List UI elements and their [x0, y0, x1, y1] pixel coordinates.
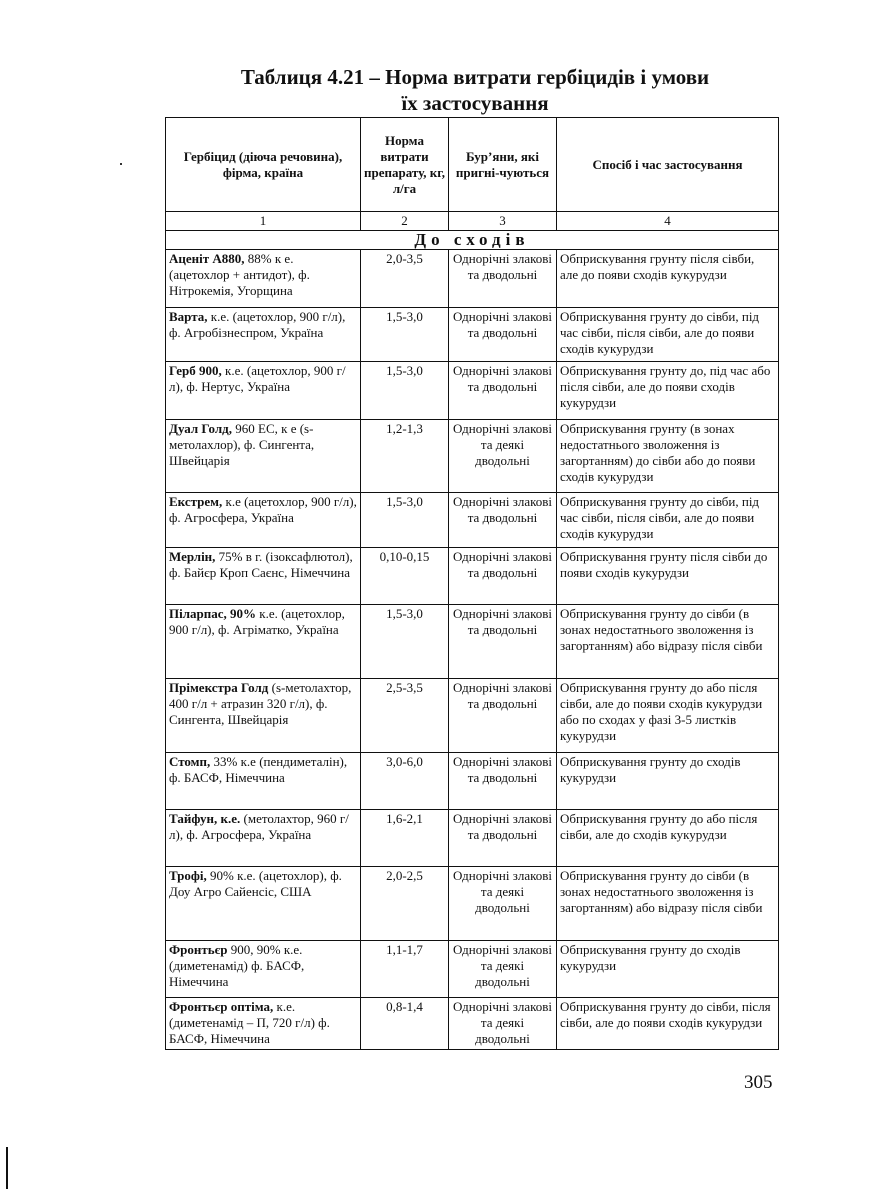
weeds-cell: Однорічні злакові та дводольні — [449, 679, 557, 753]
herbicide-name: Прімекстра Голд — [169, 680, 269, 695]
rate-cell: 0,10-0,15 — [361, 548, 449, 605]
rate-cell: 1,6-2,1 — [361, 810, 449, 867]
column-number: 4 — [557, 212, 779, 231]
herbicide-name: Аценіт А880, — [169, 251, 245, 266]
method-cell: Обприскування грунту до сходів кукурудзи — [557, 753, 779, 810]
rate-cell: 3,0-6,0 — [361, 753, 449, 810]
rate-cell: 1,2-1,3 — [361, 420, 449, 493]
rate-cell: 2,0-2,5 — [361, 867, 449, 941]
header-herbicide: Гербіцид (діюча речовина), фірма, країна — [166, 118, 361, 212]
herbicide-name: Тайфун, к.е. — [169, 811, 241, 826]
weeds-cell: Однорічні злакові та дводольні — [449, 308, 557, 362]
table-row — [166, 810, 779, 867]
herbicide-name: Варта, — [169, 309, 208, 324]
method-cell: Обприскування грунту до або після сівби, але до появи сходів кукурудзи або по сходах у фазі 3-5 листків кукурудзи — [557, 679, 779, 753]
herbicide-cell — [166, 679, 361, 753]
herbicide-cell — [166, 605, 361, 679]
herbicide-details: 960 ЕС, к е (s-метолахлор), ф. Сингента, Швейцарія — [169, 421, 315, 468]
weeds-cell: Однорічні злакові та дводольні — [449, 250, 557, 308]
header-rate: Норма витрати препарату, кг, л/га — [361, 118, 449, 212]
title-line-2: їх застосування — [401, 91, 549, 115]
rate-cell: 1,5-3,0 — [361, 493, 449, 548]
weeds-cell: Однорічні злакові та дводольні — [449, 362, 557, 420]
herbicide-cell — [166, 810, 361, 867]
herbicide-details: к.е. (ацетохлор, 900 г/л), ф. Нертус, Україна — [169, 363, 346, 394]
herbicide-details: 90% к.е. (ацетохлор), ф. Доу Агро Сайенсіс, США — [169, 868, 342, 899]
table-row — [166, 867, 779, 941]
weeds-cell: Однорічні злакові та дводольні — [449, 548, 557, 605]
weeds-cell: Однорічні злакові та деякі дводольні — [449, 998, 557, 1050]
column-number: 2 — [361, 212, 449, 231]
herbicide-cell — [166, 420, 361, 493]
margin-bar — [6, 1147, 8, 1189]
herbicide-name: Екстрем, — [169, 494, 223, 509]
herbicide-name: Фронтьєр — [169, 942, 228, 957]
herbicide-details: 75% в г. (ізоксафлютол), ф. Байєр Кроп Саєнс, Німеччина — [169, 549, 353, 580]
column-number: 1 — [166, 212, 361, 231]
column-numbers-row — [166, 212, 779, 231]
herbicide-details: к.е (ацетохлор, 900 г/л), ф. Агросфера, Україна — [169, 494, 357, 525]
herbicide-table — [165, 117, 779, 1050]
page-number: 305 — [744, 1072, 773, 1093]
table-row — [166, 605, 779, 679]
method-cell: Обприскування грунту до сівби, під час сівби, після сівби, але до появи сходів кукурудзи — [557, 308, 779, 362]
table-row — [166, 420, 779, 493]
method-cell: Обприскування грунту (в зонах недостатнього зволоження із загортанням) до сівби або до появи сходів кукурудзи — [557, 420, 779, 493]
table-row — [166, 679, 779, 753]
herbicide-details: 900, 90% к.е. (диметенамід) ф. БАСФ, Німеччина — [169, 942, 305, 989]
table-row — [166, 362, 779, 420]
herbicide-cell — [166, 250, 361, 308]
herbicide-cell — [166, 867, 361, 941]
rate-cell: 2,0-3,5 — [361, 250, 449, 308]
herbicide-details: (s-метолахтор, 400 г/л + атразин 320 г/л), ф. Сингента, Швейцарія — [169, 680, 352, 727]
table-title — [160, 64, 790, 116]
herbicide-cell — [166, 998, 361, 1050]
method-cell: Обприскування грунту після сівби до появи сходів кукурудзи — [557, 548, 779, 605]
herbicide-details: к.е. (ацетохлор, 900 г/л), ф. Агробізнеспром, Україна — [169, 309, 346, 340]
herbicide-details: 88% к е. (ацетохлор + антидот), ф. Нітрокемія, Угорщина — [169, 251, 310, 298]
table-row — [166, 548, 779, 605]
table-row — [166, 308, 779, 362]
section-row — [166, 231, 779, 250]
table-row — [166, 493, 779, 548]
herbicide-cell — [166, 941, 361, 998]
rate-cell: 1,5-3,0 — [361, 362, 449, 420]
table-row — [166, 250, 779, 308]
method-cell: Обприскування грунту до сівби, під час сівби, після сівби, але до появи сходів кукурудзи — [557, 493, 779, 548]
rate-cell: 2,5-3,5 — [361, 679, 449, 753]
weeds-cell: Однорічні злакові та деякі дводольні — [449, 420, 557, 493]
title-line-1: Таблиця 4.21 – Норма витрати гербіцидів і умови — [240, 65, 710, 89]
herbicide-name: Трофі, — [169, 868, 207, 883]
herbicide-name: Герб 900, — [169, 363, 222, 378]
table-body — [166, 250, 779, 1050]
herbicide-details: (метолахтор, 960 г/л), ф. Агросфера, Україна — [169, 811, 349, 842]
column-number: 3 — [449, 212, 557, 231]
rate-cell: 1,1-1,7 — [361, 941, 449, 998]
rate-cell: 1,5-3,0 — [361, 605, 449, 679]
table-row — [166, 998, 779, 1050]
header-weeds: Бур’яни, які пригні-чуються — [449, 118, 557, 212]
herbicide-name: Дуал Голд, — [169, 421, 233, 436]
herbicide-cell — [166, 753, 361, 810]
method-cell: Обприскування грунту до сівби (в зонах недостатнього зволоження із загортанням) або відразу після сівби — [557, 867, 779, 941]
weeds-cell: Однорічні злакові та дводольні — [449, 753, 557, 810]
header-method: Спосіб і час застосування — [557, 118, 779, 212]
herbicide-cell — [166, 548, 361, 605]
herbicide-details: к.е. (ацетохлор, 900 г/л), ф. Агріматко, Україна — [169, 606, 345, 637]
weeds-cell: Однорічні злакові та дводольні — [449, 493, 557, 548]
method-cell: Обприскування грунту до сівби, після сівби, але до появи сходів кукурудзи — [557, 998, 779, 1050]
table-row — [166, 753, 779, 810]
herbicide-details: 33% к.е (пендиметалін), ф. БАСФ, Німеччина — [169, 754, 348, 785]
herbicide-name: Мерлін, — [169, 549, 216, 564]
table-row — [166, 941, 779, 998]
rate-cell: 0,8-1,4 — [361, 998, 449, 1050]
herbicide-name: Піларпас, 90% — [169, 606, 257, 621]
weeds-cell: Однорічні злакові та дводольні — [449, 605, 557, 679]
method-cell: Обприскування грунту до сходів кукурудзи — [557, 941, 779, 998]
herbicide-cell — [166, 308, 361, 362]
method-cell: Обприскування грунту до, під час або після сівби, але до появи сходів кукурудзи — [557, 362, 779, 420]
weeds-cell: Однорічні злакові та дводольні — [449, 810, 557, 867]
method-cell: Обприскування грунту до сівби (в зонах недостатнього зволоження із загортанням) або відразу після сівби — [557, 605, 779, 679]
herbicide-name: Фронтьєр оптіма, — [169, 999, 274, 1014]
method-cell: Обприскування грунту до або після сівби, але до сходів кукурудзи — [557, 810, 779, 867]
rate-cell: 1,5-3,0 — [361, 308, 449, 362]
weeds-cell: Однорічні злакові та деякі дводольні — [449, 941, 557, 998]
herbicide-cell — [166, 362, 361, 420]
section-heading: До сходів — [166, 231, 779, 250]
herbicide-cell — [166, 493, 361, 548]
weeds-cell: Однорічні злакові та деякі дводольні — [449, 867, 557, 941]
herbicide-name: Стомп, — [169, 754, 211, 769]
method-cell: Обприскування грунту після сівби, але до появи сходів кукурудзи — [557, 250, 779, 308]
margin-dot — [120, 163, 122, 165]
herbicide-details: к.е. (диметенамід – П, 720 г/л) ф. БАСФ, Німеччина — [169, 999, 330, 1046]
